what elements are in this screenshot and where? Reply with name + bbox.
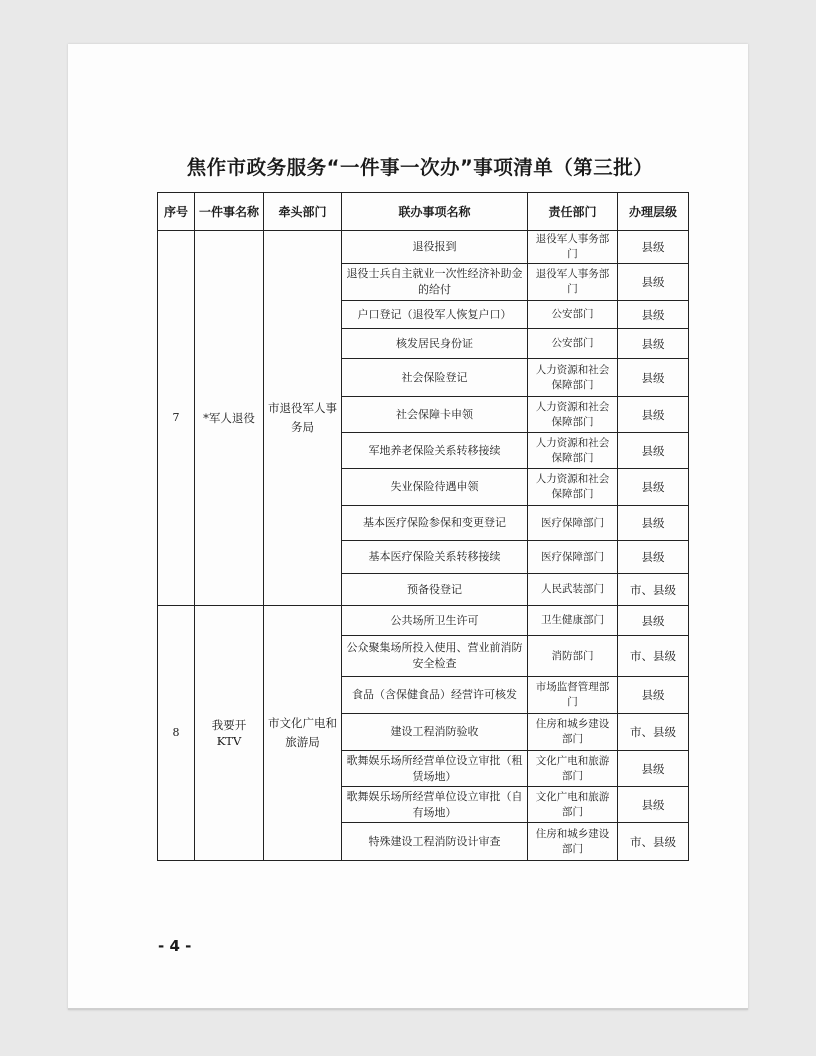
responsible-dept-cell: 人力资源和社会保障部门 xyxy=(528,397,618,433)
header-level: 办理层级 xyxy=(618,193,689,231)
item-cell: 社会保险登记 xyxy=(342,359,528,397)
level-cell: 县级 xyxy=(618,264,689,301)
page-title: 焦作市政务服务“一件事一次办”事项清单（第三批） xyxy=(186,156,654,179)
sheet-edge xyxy=(68,1008,748,1010)
level-cell: 县级 xyxy=(618,329,689,359)
event-name-cell: *军人退役 xyxy=(195,231,264,606)
item-cell: 退役士兵自主就业一次性经济补助金的给付 xyxy=(342,264,528,301)
item-cell: 特殊建设工程消防设计审查 xyxy=(342,823,528,861)
item-cell: 公共场所卫生许可 xyxy=(342,606,528,636)
header-event: 一件事名称 xyxy=(195,193,264,231)
responsible-dept-cell: 医疗保障部门 xyxy=(528,541,618,574)
responsible-dept-cell: 消防部门 xyxy=(528,636,618,677)
seq-cell: 8 xyxy=(158,606,195,861)
responsible-dept-cell: 退役军人事务部门 xyxy=(528,231,618,264)
responsible-dept-cell: 文化广电和旅游部门 xyxy=(528,787,618,823)
header-item: 联办事项名称 xyxy=(342,193,528,231)
level-cell: 县级 xyxy=(618,469,689,506)
item-cell: 公众聚集场所投入使用、营业前消防安全检查 xyxy=(342,636,528,677)
seq-cell: 7 xyxy=(158,231,195,606)
level-cell: 市、县级 xyxy=(618,823,689,861)
item-cell: 预备役登记 xyxy=(342,574,528,606)
item-cell: 歌舞娱乐场所经营单位设立审批（租赁场地） xyxy=(342,751,528,787)
item-cell: 基本医疗保险参保和变更登记 xyxy=(342,506,528,541)
level-cell: 县级 xyxy=(618,787,689,823)
item-cell: 军地养老保险关系转移接续 xyxy=(342,433,528,469)
item-cell: 户口登记（退役军人恢复户口） xyxy=(342,301,528,329)
responsible-dept-cell: 住房和城乡建设部门 xyxy=(528,714,618,751)
responsible-dept-cell: 医疗保障部门 xyxy=(528,506,618,541)
table-row xyxy=(158,231,689,264)
responsible-dept-cell: 公安部门 xyxy=(528,301,618,329)
level-cell: 市、县级 xyxy=(618,714,689,751)
level-cell: 县级 xyxy=(618,606,689,636)
header-seq: 序号 xyxy=(158,193,195,231)
level-cell: 县级 xyxy=(618,301,689,329)
matter-list-table xyxy=(157,192,689,861)
item-cell: 歌舞娱乐场所经营单位设立审批（自有场地） xyxy=(342,787,528,823)
level-cell: 县级 xyxy=(618,677,689,714)
item-cell: 食品（含保健食品）经营许可核发 xyxy=(342,677,528,714)
responsible-dept-cell: 公安部门 xyxy=(528,329,618,359)
level-cell: 市、县级 xyxy=(618,574,689,606)
lead-dept-cell: 市文化广电和旅游局 xyxy=(264,606,342,861)
level-cell: 县级 xyxy=(618,506,689,541)
responsible-dept-cell: 人民武装部门 xyxy=(528,574,618,606)
level-cell: 县级 xyxy=(618,433,689,469)
responsible-dept-cell: 退役军人事务部门 xyxy=(528,264,618,301)
item-cell: 失业保险待遇申领 xyxy=(342,469,528,506)
event-name-cell: 我要开 KTV xyxy=(195,606,264,861)
responsible-dept-cell: 卫生健康部门 xyxy=(528,606,618,636)
level-cell: 县级 xyxy=(618,397,689,433)
item-cell: 建设工程消防验收 xyxy=(342,714,528,751)
level-cell: 县级 xyxy=(618,359,689,397)
header-lead-dept: 牵头部门 xyxy=(264,193,342,231)
responsible-dept-cell: 住房和城乡建设部门 xyxy=(528,823,618,861)
lead-dept-cell: 市退役军人事务局 xyxy=(264,231,342,606)
responsible-dept-cell: 市场监督管理部门 xyxy=(528,677,618,714)
level-cell: 县级 xyxy=(618,751,689,787)
responsible-dept-cell: 人力资源和社会保障部门 xyxy=(528,433,618,469)
level-cell: 市、县级 xyxy=(618,636,689,677)
table-row xyxy=(158,606,689,636)
responsible-dept-cell: 文化广电和旅游部门 xyxy=(528,751,618,787)
responsible-dept-cell: 人力资源和社会保障部门 xyxy=(528,469,618,506)
level-cell: 县级 xyxy=(618,541,689,574)
table-header-row xyxy=(158,193,689,231)
item-cell: 社会保障卡申领 xyxy=(342,397,528,433)
page-number: - 4 - xyxy=(158,937,192,955)
item-cell: 基本医疗保险关系转移接续 xyxy=(342,541,528,574)
level-cell: 县级 xyxy=(618,231,689,264)
header-dept: 责任部门 xyxy=(528,193,618,231)
item-cell: 退役报到 xyxy=(342,231,528,264)
responsible-dept-cell: 人力资源和社会保障部门 xyxy=(528,359,618,397)
item-cell: 核发居民身份证 xyxy=(342,329,528,359)
